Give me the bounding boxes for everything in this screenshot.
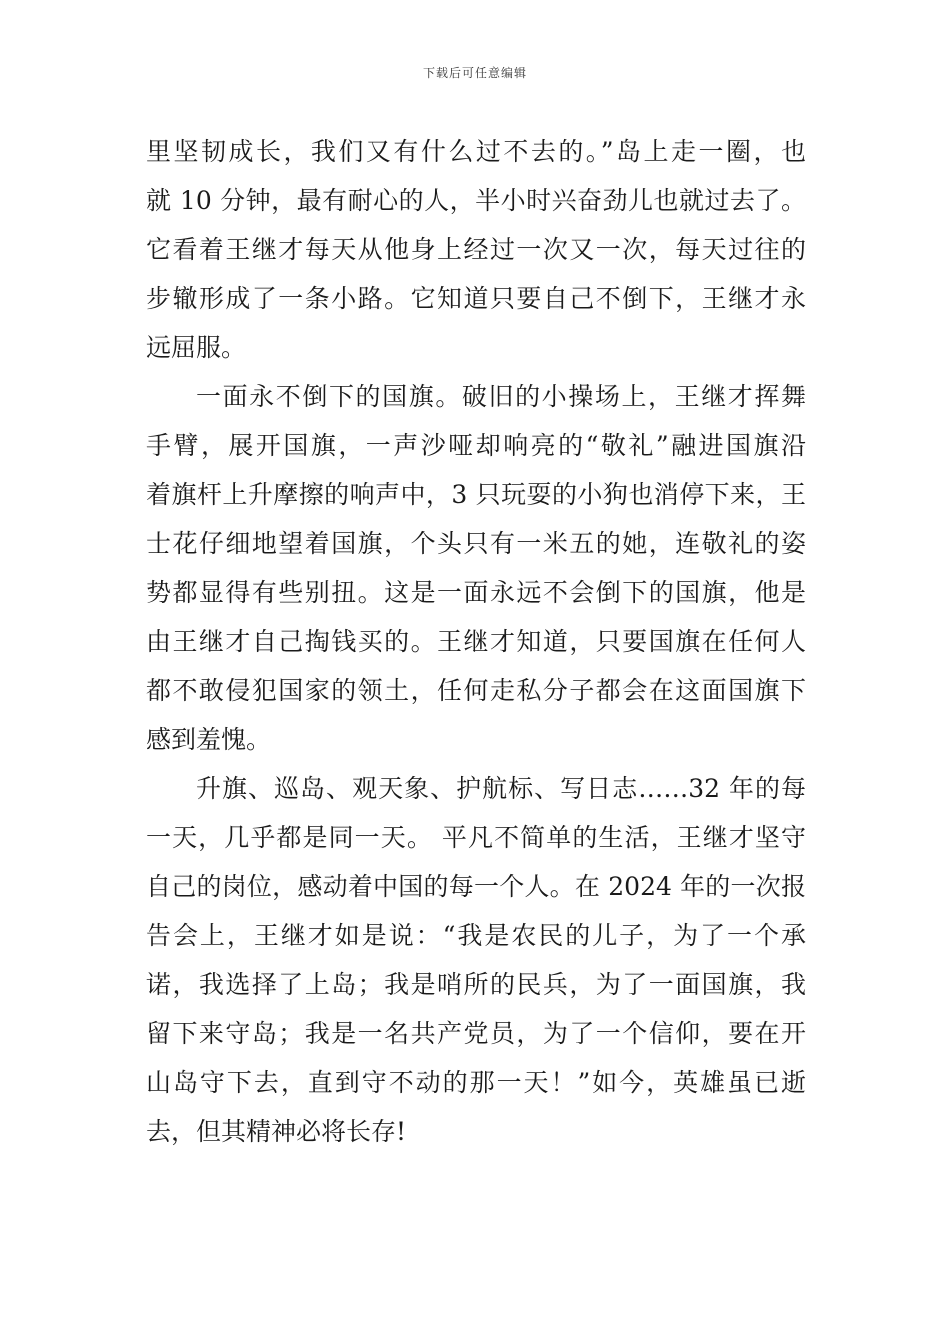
text-line: 升旗、巡岛、观天象、护航标、写日志……32 年的每 [196, 774, 806, 803]
text-line: 告会上，王继才如是说：“我是农民的儿子，为了一个承 [146, 921, 806, 950]
text-line: 步辙形成了一条小路。它知道只要自己不倒下，王继才永 [146, 284, 806, 313]
text-line: 远屈服。 [146, 333, 247, 362]
text-line: 感到羞愧。 [146, 725, 272, 754]
text-line: 就 10 分钟，最有耐心的人，半小时兴奋劲儿也就过去了。 [146, 186, 806, 215]
text-line: 由王继才自己掏钱买的。王继才知道，只要国旗在任何人 [146, 627, 806, 656]
text-line: 势都显得有些别扭。这是一面永远不会倒下的国旗，他是 [146, 578, 806, 607]
text-line: 自己的岗位，感动着中国的每一个人。在 2024 年的一次报 [146, 872, 806, 901]
paragraph-2 [146, 372, 806, 764]
text-line: 着旗杆上升摩擦的响声中，3 只玩耍的小狗也消停下来，王 [146, 480, 806, 509]
text-line: 留下来守岛；我是一名共产党员，为了一个信仰，要在开 [146, 1019, 806, 1048]
text-line: 一天，几乎都是同一天。 平凡不简单的生活，王继才坚守 [146, 823, 806, 852]
page-header: 下载后可任意编辑 [422, 66, 527, 80]
text-line: 它看着王继才每天从他身上经过一次又一次，每天过往的 [146, 235, 806, 264]
text-line: 诺，我选择了上岛；我是哨所的民兵，为了一面国旗，我 [146, 970, 806, 999]
paragraph-1 [146, 127, 806, 372]
text-line: 去，但其精神必将长存! [146, 1117, 407, 1146]
text-line: 都不敢侵犯国家的领土，任何走私分子都会在这面国旗下 [146, 676, 806, 705]
text-line: 里坚韧成长，我们又有什么过不去的。”岛上走一圈，也 [146, 137, 806, 166]
text-line: 手臂，展开国旗，一声沙哑却响亮的“敬礼”融进国旗沿 [146, 431, 806, 460]
paragraph-3 [146, 764, 806, 1156]
text-line: 士花仔细地望着国旗，个头只有一米五的她，连敬礼的姿 [146, 529, 806, 558]
text-line: 山岛守下去，直到守不动的那一天！”如今，英雄虽已逝 [146, 1068, 806, 1097]
text-line: 一面永不倒下的国旗。破旧的小操场上，王继才挥舞 [196, 382, 806, 411]
document-body [146, 127, 806, 1156]
